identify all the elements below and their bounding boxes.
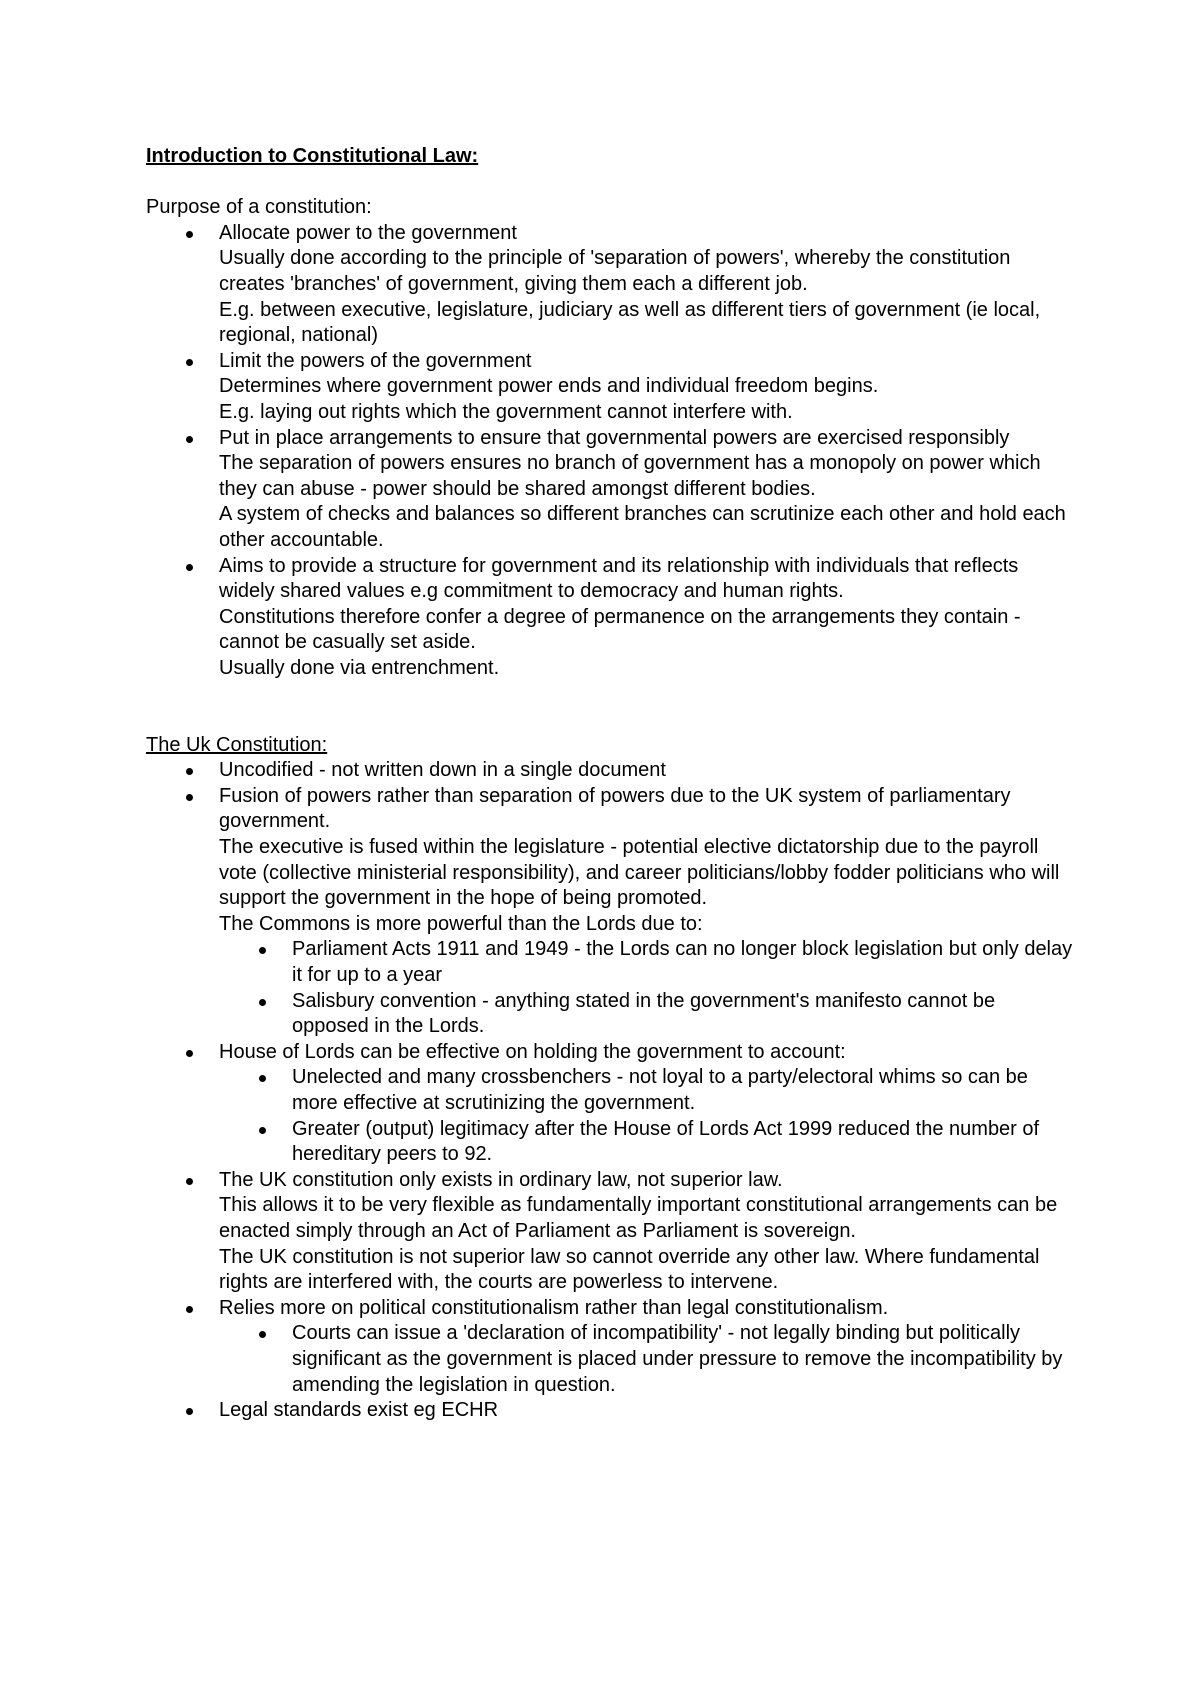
uk-constitution-list: [146, 758, 1076, 1423]
list-item: [219, 758, 1076, 784]
list-item-text: House of Lords can be effective on holding the government to account:: [219, 1040, 846, 1063]
sub-list-item: [292, 1065, 1076, 1116]
sub-list-item: [292, 1321, 1076, 1398]
bullet-icon: [259, 1127, 266, 1134]
list-item-text: Unelected and many crossbenchers - not loyal to a party/electoral whims so can be more effective at scrutinizing the government.: [292, 1066, 1028, 1114]
bullet-icon: [186, 231, 193, 238]
list-item: [219, 784, 1076, 1040]
list-item: [219, 349, 1076, 426]
list-item: [219, 1040, 1076, 1168]
sub-list-item: [292, 937, 1076, 988]
bullet-icon: [186, 1178, 193, 1185]
list-item: [219, 221, 1076, 349]
list-item-text: Limit the powers of the government: [219, 349, 532, 372]
uk-constitution-heading: The Uk Constitution:: [146, 733, 328, 756]
list-item-detail: Constitutions therefore confer a degree of permanence on the arrangements they contain - cannot be casually set aside.: [219, 605, 1021, 654]
list-item-text: Legal standards exist eg ECHR: [219, 1399, 499, 1422]
purpose-heading: Purpose of a constitution:: [146, 196, 372, 219]
list-item-text: Aims to provide a structure for government and its relationship with individuals that reflects widely shared values e.g commitment to democracy and human rights.: [219, 554, 1019, 603]
list-item-detail: E.g. laying out rights which the government cannot interfere with.: [219, 400, 793, 423]
list-item-text: The UK constitution only exists in ordinary law, not superior law.: [219, 1168, 783, 1191]
list-item-text: Greater (output) legitimacy after the House of Lords Act 1999 reduced the number of hereditary peers to 92.: [292, 1117, 1040, 1166]
list-item-text: Allocate power to the government: [219, 221, 517, 244]
bullet-icon: [186, 794, 193, 801]
bullet-icon: [259, 947, 266, 954]
bullet-icon: [259, 1331, 266, 1338]
list-item-detail: Usually done according to the principle of 'separation of powers', whereby the constitution creates 'branches' of government, giving them each a different job.: [219, 247, 1011, 295]
list-item: [219, 1296, 1076, 1398]
sub-list-item: [292, 1117, 1076, 1168]
bullet-icon: [259, 999, 266, 1006]
sub-list: [219, 937, 1076, 1039]
bullet-icon: [186, 436, 193, 443]
list-item-detail: This allows it to be very flexible as fundamentally important constitutional arrangements can be enacted simply through an Act of Parliament as Parliament is sovereign.: [219, 1194, 1058, 1242]
bullet-icon: [186, 1306, 193, 1313]
list-item-detail: Determines where government power ends and individual freedom begins.: [219, 375, 879, 398]
list-item-text: Courts can issue a 'declaration of incompatibility' - not legally binding but politically significant as the government is placed under pressure to remove the incompatibility by amending the legislation in question.: [292, 1322, 1063, 1396]
bullet-icon: [186, 1408, 193, 1415]
list-item-text: Uncodified - not written down in a single document: [219, 759, 666, 782]
list-item: [219, 1398, 1076, 1424]
list-item-text: Parliament Acts 1911 and 1949 - the Lords can no longer block legislation but only delay it for up to a year: [292, 938, 1073, 986]
list-item-text: Relies more on political constitutionalism rather than legal constitutionalism.: [219, 1296, 889, 1319]
sub-list-item: [292, 989, 1076, 1040]
list-item-detail: The Commons is more powerful than the Lords due to:: [219, 912, 703, 935]
bullet-icon: [186, 359, 193, 366]
list-item-text: Fusion of powers rather than separation of powers due to the UK system of parliamentary government.: [219, 784, 1011, 833]
list-item-text: Salisbury convention - anything stated in the government's manifesto cannot be opposed in the Lords.: [292, 989, 996, 1038]
document-page: [146, 144, 1076, 1424]
list-item-detail: The UK constitution is not superior law so cannot override any other law. Where fundamental rights are interfered with, the courts are powerless to intervene.: [219, 1245, 1040, 1294]
document-title: Introduction to Constitutional Law:: [146, 145, 479, 167]
list-item-detail: Usually done via entrenchment.: [219, 656, 500, 679]
spacer: [146, 681, 1076, 732]
list-item-detail: The executive is fused within the legislature - potential elective dictatorship due to the payroll vote (collective ministerial responsibility), and career politicians/lobby fodder politicians who will support the government in the hope of being promoted.: [219, 836, 1060, 910]
list-item-detail: E.g. between executive, legislature, judiciary as well as different tiers of government (ie local, regional, national): [219, 298, 1041, 347]
bullet-icon: [186, 1050, 193, 1057]
list-item-detail: A system of checks and balances so different branches can scrutinize each other and hold each other accountable.: [219, 503, 1066, 551]
list-item: [219, 554, 1076, 682]
bullet-icon: [186, 564, 193, 571]
bullet-icon: [259, 1075, 266, 1082]
list-item: [219, 1168, 1076, 1296]
bullet-icon: [186, 768, 193, 775]
sub-list: [219, 1321, 1076, 1398]
purpose-list: [146, 221, 1076, 682]
list-item-text: Put in place arrangements to ensure that governmental powers are exercised responsibly: [219, 426, 1010, 449]
list-item: [219, 426, 1076, 554]
spacer: [146, 170, 1076, 196]
list-item-detail: The separation of powers ensures no branch of government has a monopoly on power which they can abuse - power should be shared amongst different bodies.: [219, 452, 1041, 500]
sub-list: [219, 1065, 1076, 1167]
